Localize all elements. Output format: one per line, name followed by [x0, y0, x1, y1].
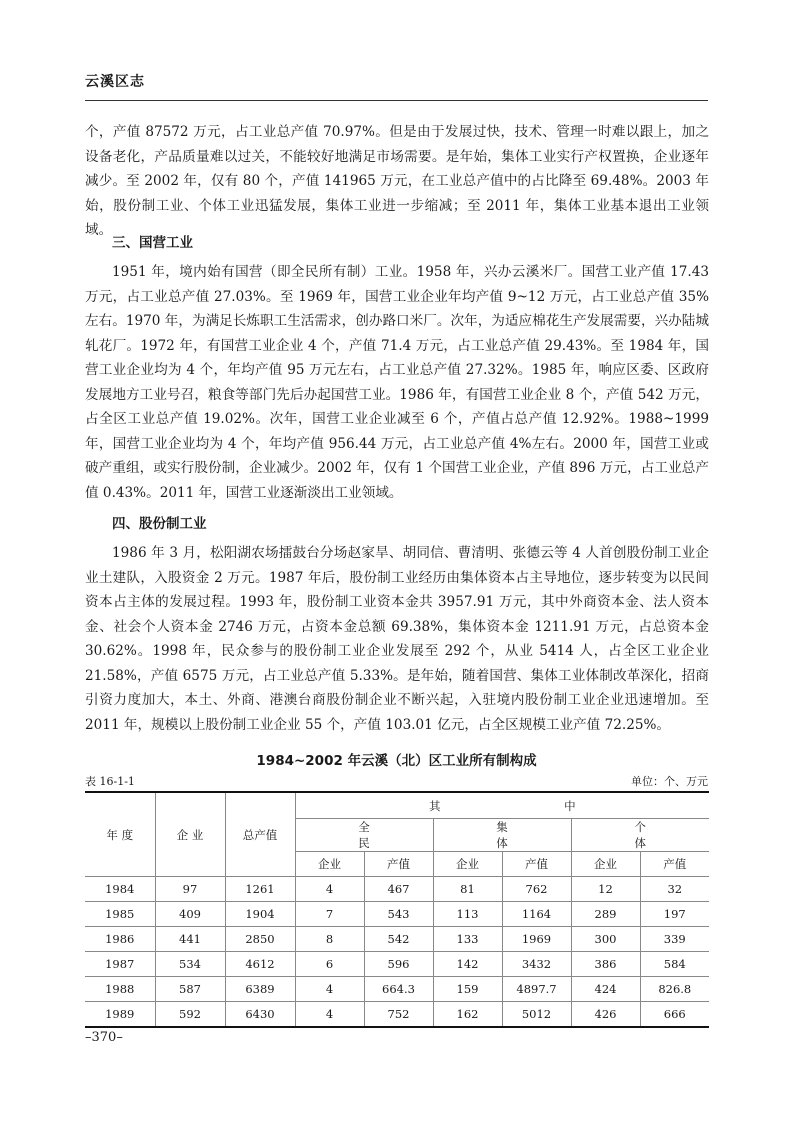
table-row: [85, 877, 709, 902]
subheader-collective-output: 产值: [502, 852, 571, 877]
cell-state-enterprises: 4: [295, 877, 364, 902]
cell-collective-enterprises: 142: [433, 952, 502, 977]
cell-state-enterprises: 8: [295, 927, 364, 952]
cell-enterprises: 592: [155, 1002, 225, 1028]
subheader-state-output: 产值: [364, 852, 433, 877]
cell-individual-enterprises: 289: [571, 902, 640, 927]
cell-total-output: 6430: [225, 1002, 295, 1028]
cell-total-output: 2850: [225, 927, 295, 952]
cell-collective-enterprises: 133: [433, 927, 502, 952]
cell-enterprises: 534: [155, 952, 225, 977]
paragraph-joint-stock-industry: 1986 年 3 月，松阳湖农场擂鼓台分场赵家旱、胡同信、曹清明、张德云等 4 人首创股份制工业企业土建队，入股资金 2 万元。1987 年后，股份制工业经历由集体资本占主导地位，逐步转变为以民间资本占主体的发展过程。1993 年，股份制工业资本金共 3957.91 万元，其中外商资本金、法人资本金、社会个人资本金 2746 万元，占资本金总额 69.38%，集体资本金 1211.91 万元，占总资本金 30.62%。1998 年，民众参与的股份制工业企业发展至 292 个，从业 5414 人，占全区工业企业 21.58%，产值 6575 万元，占工业总产值 5.33%。是年始，随着国营、集体工业体制改革深化，招商引资力度加大，本土、外商、港澳台商股份制企业不断兴起，入驻境内股份制工业企业迅速增加。至 2011 年，规模以上股份制工业企业 55 个，产值 103.01 亿元，占全区规模工业产值 72.25%。: [85, 545, 709, 733]
cell-year: 1988: [85, 977, 155, 1002]
cell-total-output: 6389: [225, 977, 295, 1002]
cell-individual-enterprises: 426: [571, 1002, 640, 1028]
cell-collective-output: 1164: [502, 902, 571, 927]
table-row: [85, 977, 709, 1002]
col-header-collective: 集 体: [433, 819, 571, 852]
cell-total-output: 1904: [225, 902, 295, 927]
cell-collective-enterprises: 113: [433, 902, 502, 927]
cell-individual-enterprises: 424: [571, 977, 640, 1002]
col-header-year: 年 度: [85, 792, 155, 877]
cell-individual-output: 197: [640, 902, 709, 927]
table-label: 表 16-1-1: [85, 775, 135, 788]
cell-state-output: 664.3: [364, 977, 433, 1002]
section-heading-state-industry: 三、国营工业: [112, 235, 193, 251]
cell-state-enterprises: 7: [295, 902, 364, 927]
cell-enterprises: 587: [155, 977, 225, 1002]
cell-state-enterprises: 4: [295, 1002, 364, 1028]
cell-state-output: 596: [364, 952, 433, 977]
cell-year: 1985: [85, 902, 155, 927]
section-heading-joint-stock-industry: 四、股份制工业: [112, 516, 207, 532]
cell-year: 1984: [85, 877, 155, 902]
paragraph-state-industry: 1951 年，境内始有国营（即全民所有制）工业。1958 年，兴办云溪米厂。国营工业产值 17.43 万元，占工业总产值 27.03%。至 1969 年，国营工业企业年均产值 9~12 万元，占工业总产值 35%左右。1970 年，为满足长炼职工生活需求，创办路口米厂。次年，为适应棉花生产发展需要，兴办陆城轧花厂。1972 年，有国营工业企业 4 个，产值 71.4 万元，占工业总产值 29.43%。至 1984 年，国营工业企业均为 4 个，年均产值 95 万元左右，占工业总产值 27.32%。1985 年，响应区委、区政府发展地方工业号召，粮食等部门先后办起国营工业。1986 年，有国营工业企业 8 个，产值 542 万元，占全区工业总产值 19.02%。次年，国营工业企业减至 6 个，产值占总产值 12.92%。1988~1999 年，国营工业企业均为 4 个，年均产值 956.44 万元，占工业总产值 4%左右。2000 年，国营工业或破产重组，或实行股份制，企业减少。2002 年，仅有 1 个国营工业企业，产值 896 万元，占工业总产值 0.43%。2011 年，国营工业逐渐淡出工业领域。: [85, 264, 709, 501]
cell-individual-output: 584: [640, 952, 709, 977]
cell-individual-enterprises: 300: [571, 927, 640, 952]
subheader-individual-output: 产值: [640, 852, 709, 877]
cell-year: 1989: [85, 1002, 155, 1028]
cell-collective-output: 3432: [502, 952, 571, 977]
paragraph-collective-industry-end: 个，产值 87572 万元，占工业总产值 70.97%。但是由于发展过快，技术、管理一时难以跟上，加之设备老化，产品质量难以过关，不能较好地满足市场需要。是年始，集体工业实行产权置换，企业逐年减少。至 2002 年，仅有 80 个，产值 141965 万元，在工业总产值中的占比降至 69.48%。2003 年始，股份制工业、个体工业迅猛发展，集体工业进一步缩减；至 2011 年，集体工业基本退出工业领域。: [85, 124, 709, 238]
cell-total-output: 1261: [225, 877, 295, 902]
ownership-structure-table: [85, 791, 709, 1028]
cell-individual-output: 339: [640, 927, 709, 952]
col-header-state: 全 民: [295, 819, 433, 852]
col-header-of-which: 其 中: [295, 792, 709, 819]
table-row: [85, 952, 709, 977]
cell-year: 1987: [85, 952, 155, 977]
subheader-individual-enterprises: 企业: [571, 852, 640, 877]
cell-collective-output: 5012: [502, 1002, 571, 1028]
col-header-individual: 个 体: [571, 819, 709, 852]
header-rule: [85, 100, 708, 101]
table-row: [85, 902, 709, 927]
cell-state-enterprises: 4: [295, 977, 364, 1002]
cell-individual-enterprises: 386: [571, 952, 640, 977]
cell-individual-output: 826.8: [640, 977, 709, 1002]
col-header-total-output: 总产值: [225, 792, 295, 877]
cell-state-output: 752: [364, 1002, 433, 1028]
cell-state-output: 543: [364, 902, 433, 927]
cell-collective-output: 1969: [502, 927, 571, 952]
cell-state-output: 542: [364, 927, 433, 952]
cell-enterprises: 409: [155, 902, 225, 927]
cell-collective-enterprises: 159: [433, 977, 502, 1002]
running-header-title: 云溪区志: [85, 74, 145, 90]
cell-year: 1986: [85, 927, 155, 952]
cell-state-output: 467: [364, 877, 433, 902]
table-row: [85, 927, 709, 952]
col-header-enterprises: 企 业: [155, 792, 225, 877]
table-unit: 单位：个、万元: [631, 775, 708, 788]
cell-total-output: 4612: [225, 952, 295, 977]
cell-individual-enterprises: 12: [571, 877, 640, 902]
table-row: [85, 1002, 709, 1028]
cell-individual-output: 666: [640, 1002, 709, 1028]
page-number: –370–: [85, 1030, 123, 1045]
cell-enterprises: 441: [155, 927, 225, 952]
subheader-collective-enterprises: 企业: [433, 852, 502, 877]
subheader-state-enterprises: 企业: [295, 852, 364, 877]
cell-enterprises: 97: [155, 877, 225, 902]
cell-individual-output: 32: [640, 877, 709, 902]
cell-state-enterprises: 6: [295, 952, 364, 977]
table-title: 1984~2002 年云溪（北）区工业所有制构成: [256, 753, 537, 769]
cell-collective-enterprises: 81: [433, 877, 502, 902]
cell-collective-output: 4897.7: [502, 977, 571, 1002]
cell-collective-output: 762: [502, 877, 571, 902]
cell-collective-enterprises: 162: [433, 1002, 502, 1028]
